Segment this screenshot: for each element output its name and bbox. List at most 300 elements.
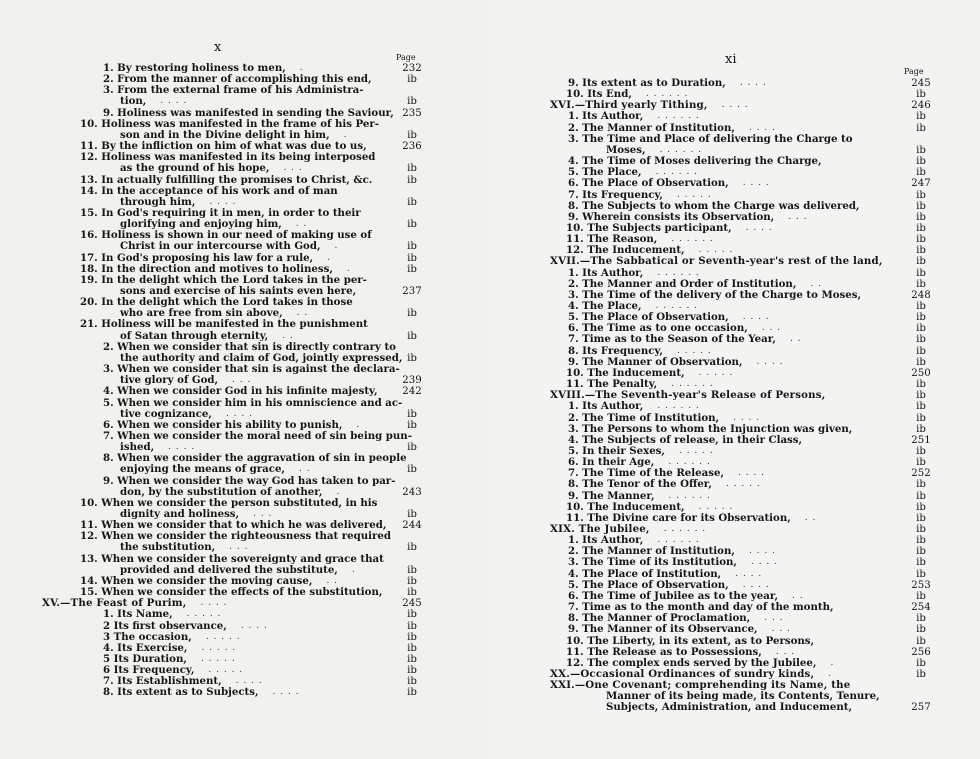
entry-text: of Satan through eternity, bbox=[120, 329, 269, 342]
section-heading bbox=[490, 100, 980, 111]
page-reference: ib bbox=[407, 241, 417, 253]
entry-text: the authority and claim of God, jointly expressed, bbox=[120, 351, 403, 364]
page-reference: ib bbox=[407, 330, 417, 342]
page-reference: ib bbox=[916, 501, 926, 513]
entry-text: Subjects, Administration, and Inducement, bbox=[606, 701, 853, 714]
contents-entry bbox=[490, 647, 980, 658]
page-reference: ib bbox=[916, 613, 926, 625]
page-reference: ib bbox=[407, 219, 417, 231]
leader-dots: . . . . . bbox=[725, 479, 761, 490]
entry-text: 21. Holiness will be manifested in the punishment bbox=[80, 318, 368, 331]
entry-text: XV.—The Feast of Purim, bbox=[42, 597, 187, 610]
leader-dots: . bbox=[336, 486, 341, 497]
entry-text: 4. Its Exercise, bbox=[103, 641, 188, 654]
page-reference: 236 bbox=[402, 141, 422, 153]
page-reference: ib bbox=[916, 245, 926, 257]
leader-dots: . . . . bbox=[742, 312, 770, 323]
entry-text: son and in the Divine delight in him, bbox=[120, 128, 330, 141]
section-heading bbox=[490, 390, 980, 401]
page-reference: ib bbox=[916, 111, 926, 123]
entry-text: 9. The Manner, bbox=[568, 489, 655, 502]
contents-entry bbox=[0, 643, 490, 654]
page-reference: ib bbox=[916, 568, 926, 580]
entry-text: 5. When we consider him in his omniscience and ac- bbox=[103, 396, 403, 409]
entry-text: 1. Its Author, bbox=[568, 400, 644, 413]
leader-dots: . . . . . bbox=[678, 445, 714, 456]
page-reference: 254 bbox=[911, 602, 931, 614]
contents-entry bbox=[490, 702, 980, 713]
leader-dots: . . . . . . bbox=[657, 267, 700, 278]
contents-entry bbox=[0, 85, 490, 96]
page-reference: ib bbox=[916, 156, 926, 168]
contents-entry bbox=[0, 96, 490, 107]
leader-dots: . . . . bbox=[756, 356, 784, 367]
contents-entry bbox=[0, 163, 490, 174]
page-column-label: Page bbox=[396, 53, 416, 62]
page-reference: ib bbox=[916, 479, 926, 491]
entry-text: 7. The Time of the Release, bbox=[568, 467, 724, 480]
page-reference: ib bbox=[916, 312, 926, 324]
page-reference: ib bbox=[916, 512, 926, 524]
contents-entry bbox=[490, 424, 980, 435]
page-reference: 235 bbox=[402, 107, 422, 119]
entry-text: 3. The Time and Place of delivering the Charge to bbox=[568, 132, 853, 145]
entry-text: 16. Holiness is shown in our need of making use of bbox=[80, 229, 372, 242]
contents-entry bbox=[490, 301, 980, 312]
entry-text: 4. The Subjects of release, in their Class, bbox=[568, 433, 803, 446]
leader-dots: . . . . . . bbox=[657, 111, 700, 122]
page-number: x bbox=[214, 40, 222, 55]
page-reference: 250 bbox=[911, 367, 931, 379]
contents-entry bbox=[0, 665, 490, 676]
entry-text: 5 Its Duration, bbox=[103, 652, 187, 665]
page-reference: 237 bbox=[402, 286, 422, 297]
leader-dots: . . . . bbox=[209, 196, 237, 207]
leader-dots: . . . . bbox=[745, 222, 773, 233]
section-heading bbox=[0, 598, 490, 609]
page-reference: ib bbox=[916, 657, 926, 669]
page-reference: ib bbox=[407, 620, 417, 632]
page-reference: ib bbox=[407, 542, 417, 554]
contents-entry bbox=[0, 253, 490, 264]
leader-dots: . . . . bbox=[739, 78, 767, 88]
contents-entry bbox=[490, 435, 980, 446]
leader-dots: . . bbox=[296, 308, 309, 319]
entry-text: 20. In the delight which the Lord takes in those bbox=[80, 296, 353, 309]
page-reference: ib bbox=[916, 122, 926, 134]
leader-dots: . . . . bbox=[748, 546, 776, 557]
page-reference: 245 bbox=[911, 78, 931, 89]
entry-text: dignity and holiness, bbox=[120, 508, 240, 520]
page-reference: ib bbox=[916, 189, 926, 201]
leader-dots: . . . . bbox=[738, 468, 766, 479]
entry-text: 7. Its Establishment, bbox=[103, 675, 222, 688]
contents-entry bbox=[490, 290, 980, 301]
entry-text: 10. Holiness was manifested in the frame of his Per- bbox=[80, 117, 379, 130]
page-reference: 239 bbox=[402, 375, 422, 387]
leader-dots: . . bbox=[789, 334, 802, 345]
entry-text: XIX. The Jubilee, bbox=[550, 523, 650, 535]
entry-text: XVII.—The Sabbatical or Seventh-year's rest of the land, bbox=[550, 255, 883, 268]
page-reference: ib bbox=[916, 524, 926, 535]
contents-entry bbox=[490, 468, 980, 479]
entry-text: tive cognizance, bbox=[120, 407, 212, 420]
entry-text: 7. Time as to the Season of the Year, bbox=[568, 333, 776, 346]
entry-text: 1. Its Author, bbox=[568, 110, 644, 123]
leader-dots: . . bbox=[282, 330, 294, 341]
leader-dots: . . bbox=[804, 512, 817, 523]
entry-text: 5. The Place of Observation, bbox=[568, 578, 729, 591]
contents-entry bbox=[490, 212, 980, 223]
entry-text: 10. Its End, bbox=[566, 88, 632, 101]
contents-entry bbox=[0, 331, 490, 342]
page-reference: ib bbox=[407, 665, 417, 677]
contents-entry bbox=[0, 498, 490, 509]
leader-dots: . . . . bbox=[750, 557, 778, 568]
contents-entry bbox=[0, 364, 490, 375]
leader-dots: . . . . bbox=[735, 568, 763, 579]
leader-dots: . . . . . bbox=[186, 609, 222, 620]
entry-text: 11. The Reason, bbox=[566, 233, 658, 246]
entry-text: 9. Holiness was manifested in sending the Saviour, bbox=[103, 106, 394, 119]
section-heading bbox=[490, 256, 980, 267]
contents-entry bbox=[490, 413, 980, 424]
page-reference: ib bbox=[407, 464, 417, 476]
entry-text: 15. When we consider the effects of the substitution, bbox=[80, 586, 383, 599]
contents-entry bbox=[490, 178, 980, 189]
page-reference: ib bbox=[916, 234, 926, 246]
leader-dots: . . . bbox=[761, 323, 782, 334]
entry-text: XVIII.—The Seventh-year's Release of Persons, bbox=[550, 389, 826, 402]
entry-text: 11. The Penalty, bbox=[566, 378, 658, 391]
page-reference: 246 bbox=[911, 100, 931, 112]
page-reference: ib bbox=[407, 564, 417, 576]
page-reference: ib bbox=[407, 442, 417, 454]
leader-dots: . . . . . . bbox=[645, 89, 689, 100]
page-reference: ib bbox=[916, 401, 926, 413]
leader-dots: . . . . . . bbox=[657, 535, 700, 546]
leader-dots: . . . . . bbox=[698, 245, 734, 256]
page-reference: ib bbox=[407, 676, 417, 688]
contents-entry bbox=[0, 319, 490, 330]
entry-text: 2. The Manner of Institution, bbox=[568, 121, 735, 134]
page-reference: 252 bbox=[911, 468, 931, 480]
entry-text: 6. When we consider his ability to punish, bbox=[103, 418, 343, 431]
entry-text: 6. The Time of Jubilee as to the year, bbox=[568, 589, 779, 602]
contents-entry bbox=[0, 687, 490, 698]
entry-text: 10. The Liberty, in its extent, as to Persons, bbox=[566, 634, 815, 647]
leader-dots: . . . . bbox=[742, 178, 770, 189]
entry-text: 8. The Manner of Proclamation, bbox=[568, 612, 751, 625]
page-reference: ib bbox=[916, 390, 926, 402]
leader-dots: . . . . bbox=[168, 442, 196, 453]
contents-entry bbox=[0, 476, 490, 487]
page-reference: 245 bbox=[402, 598, 422, 610]
entry-text: 10. The Inducement, bbox=[566, 500, 685, 513]
page-reference: ib bbox=[916, 200, 926, 212]
contents-entry bbox=[490, 636, 980, 647]
contents-entry bbox=[490, 134, 980, 145]
entry-text: 11. The Release as to Possessions, bbox=[566, 645, 762, 658]
contents-entry bbox=[490, 190, 980, 201]
entry-text: 5. In their Sexes, bbox=[568, 444, 665, 457]
contents-entry bbox=[0, 464, 490, 475]
contents-entry bbox=[0, 431, 490, 442]
leader-dots: . . . . . . bbox=[663, 524, 707, 534]
entry-text: 19. In the delight which the Lord takes in the per- bbox=[80, 273, 367, 286]
entry-text: 4. The Time of Moses delivering the Charge, bbox=[568, 155, 822, 168]
page-reference: ib bbox=[916, 624, 926, 636]
leader-dots: . . . . bbox=[225, 408, 253, 419]
leader-dots: . . . . . bbox=[200, 653, 236, 664]
entry-text: 3. The Time of its Institution, bbox=[568, 556, 737, 569]
entry-text: 3. The Persons to whom the Injunction was given, bbox=[568, 422, 853, 435]
contents-entry bbox=[490, 479, 980, 490]
leader-dots: . . . bbox=[771, 624, 791, 635]
contents-entry bbox=[0, 386, 490, 397]
leader-dots: . . . . . . bbox=[671, 234, 714, 245]
contents-entry bbox=[490, 167, 980, 178]
leader-dots: . . . . . bbox=[201, 642, 237, 653]
leader-dots: . . . . . bbox=[698, 501, 734, 512]
contents-entry bbox=[490, 346, 980, 357]
leader-dots: . . . . bbox=[272, 687, 300, 698]
leader-dots: . bbox=[351, 564, 356, 575]
leader-dots: . . . . . . bbox=[655, 167, 699, 178]
contents-entry bbox=[490, 557, 980, 568]
entry-text: 8. The Tenor of the Offer, bbox=[568, 478, 712, 491]
page-reference: 248 bbox=[911, 289, 931, 301]
leader-dots: . . . bbox=[232, 375, 252, 386]
leader-dots: . . bbox=[810, 278, 822, 289]
entry-text: 4. The Place of Institution, bbox=[568, 567, 722, 580]
page-reference: ib bbox=[407, 308, 417, 320]
entry-text: 12. The complex ends served by the Jubilee, bbox=[566, 656, 817, 669]
contents-entry bbox=[490, 569, 980, 580]
page-reference: ib bbox=[407, 174, 417, 186]
page-reference: ib bbox=[407, 653, 417, 665]
entry-text: the substitution, bbox=[120, 541, 216, 554]
entry-text: 3. The Time of the delivery of the Charge to Moses, bbox=[568, 288, 862, 301]
entry-text: 6. In their Age, bbox=[568, 456, 655, 469]
contents-list bbox=[490, 0, 980, 759]
leader-dots: . . . . . . bbox=[659, 144, 703, 155]
contents-entry bbox=[0, 241, 490, 252]
page-reference: ib bbox=[916, 222, 926, 234]
page-reference: 232 bbox=[402, 63, 422, 74]
entry-text: Christ in our intercourse with God, bbox=[120, 240, 321, 253]
leader-dots: . . . bbox=[775, 646, 796, 657]
page-reference: 256 bbox=[911, 646, 931, 658]
entry-text: XVI.—Third yearly Tithing, bbox=[550, 99, 708, 112]
contents-entry bbox=[490, 156, 980, 167]
entry-text: provided and delivered the substitute, bbox=[120, 563, 338, 576]
page-reference: ib bbox=[407, 96, 417, 108]
leader-dots: . . bbox=[792, 590, 804, 601]
page-reference: 251 bbox=[911, 434, 931, 446]
entry-text: 2. The Time of Institution, bbox=[568, 411, 720, 424]
page-reference: ib bbox=[916, 167, 926, 179]
entry-text: through him, bbox=[120, 195, 196, 208]
entry-text: 13. When we consider the sovereignty and grace that bbox=[80, 552, 384, 565]
entry-text: 13. In actually fulfilling the promises to Christ, &c. bbox=[80, 173, 373, 186]
entry-text: 1. Its Author, bbox=[568, 266, 644, 279]
contents-entry bbox=[0, 531, 490, 542]
page-reference: ib bbox=[407, 252, 417, 264]
entry-text: 17. In God's proposing his law for a rule, bbox=[80, 251, 314, 264]
entry-text: tive glory of God, bbox=[120, 374, 219, 387]
page-reference: ib bbox=[407, 687, 417, 699]
contents-entry bbox=[490, 123, 980, 134]
contents-entry bbox=[490, 111, 980, 122]
entry-text: 7. Time as to the month and day of the month, bbox=[568, 601, 834, 614]
contents-entry bbox=[0, 409, 490, 420]
entry-text: 12. The Inducement, bbox=[566, 244, 685, 257]
leader-dots: . . . . bbox=[235, 676, 263, 687]
contents-entry bbox=[0, 632, 490, 643]
entry-text: 8. When we consider the aggravation of sin in people bbox=[103, 452, 407, 465]
entry-text: 3. When we consider that sin is against the declara- bbox=[103, 363, 400, 376]
contents-entry bbox=[490, 234, 980, 245]
entry-text: sons and exercise of his saints even here, bbox=[120, 285, 357, 297]
leader-dots: . bbox=[346, 263, 351, 274]
entry-text: 3 The occasion, bbox=[103, 630, 192, 643]
page-reference: 242 bbox=[402, 386, 422, 398]
entry-text: 2. When we consider that sin is directly contrary to bbox=[103, 340, 396, 353]
entry-text: 6. The Time as to one occasion, bbox=[568, 322, 748, 335]
page-reference: ib bbox=[407, 419, 417, 431]
entry-text: Manner of its being made, its Contents, Tenure, bbox=[606, 690, 880, 703]
entry-text: 10. The Inducement, bbox=[566, 366, 685, 379]
page-reference: ib bbox=[916, 334, 926, 346]
contents-entry bbox=[0, 609, 490, 620]
page-reference: ib bbox=[916, 557, 926, 569]
page-reference: ib bbox=[407, 575, 417, 587]
contents-entry bbox=[490, 535, 980, 546]
right-page bbox=[490, 0, 980, 759]
entry-text: 4. The Place, bbox=[568, 300, 642, 312]
leader-dots: . . . bbox=[229, 542, 249, 553]
contents-entry bbox=[0, 654, 490, 665]
leader-dots: . . . bbox=[283, 163, 303, 174]
entry-text: who are free from sin above, bbox=[120, 307, 283, 320]
entry-text: 1. By restoring holiness to men, bbox=[103, 62, 286, 74]
entry-text: 15. In God's requiring it in men, in order to their bbox=[80, 206, 361, 219]
section-heading bbox=[490, 524, 980, 535]
entry-text: 1. Its Name, bbox=[103, 608, 173, 621]
page-reference: ib bbox=[916, 668, 926, 680]
leader-dots: . . . . . . bbox=[657, 401, 700, 412]
entry-text: 2 Its first observance, bbox=[103, 619, 227, 632]
entry-text: 2. From the manner of accomplishing this end, bbox=[103, 73, 372, 86]
page-reference: ib bbox=[916, 423, 926, 435]
contents-entry bbox=[0, 186, 490, 197]
page-reference: ib bbox=[407, 163, 417, 175]
page-reference: ib bbox=[916, 445, 926, 457]
page-number: xi bbox=[725, 52, 737, 67]
page-reference: ib bbox=[916, 89, 926, 101]
page-reference: ib bbox=[916, 457, 926, 469]
contents-entry bbox=[490, 457, 980, 468]
entry-text: as the ground of his hope, bbox=[120, 162, 270, 175]
contents-entry bbox=[0, 621, 490, 632]
contents-entry bbox=[0, 554, 490, 565]
leader-dots: . bbox=[356, 419, 361, 430]
page-reference: ib bbox=[916, 323, 926, 335]
leader-dots: . bbox=[828, 668, 833, 679]
entry-text: 11. When we consider that to which he was delivered, bbox=[80, 519, 387, 532]
entry-text: Moses, bbox=[606, 143, 646, 156]
page-reference: ib bbox=[916, 412, 926, 424]
page-reference: ib bbox=[916, 379, 926, 391]
entry-text: 9. The Manner of its Observance, bbox=[568, 623, 758, 636]
entry-text: 9. Its extent as to Duration, bbox=[568, 77, 726, 89]
leader-dots: . . . bbox=[253, 509, 273, 519]
entry-text: 12. Holiness was manifested in its being interposed bbox=[80, 151, 376, 164]
entry-text: 9. The Manner of Observation, bbox=[568, 355, 743, 368]
leader-dots: . . . . bbox=[733, 412, 761, 423]
entry-text: 9. Wherein consists its Observation, bbox=[568, 210, 775, 223]
entry-text: 5. The Place of Observation, bbox=[568, 311, 729, 324]
entry-text: 8. Its Frequency, bbox=[568, 344, 663, 357]
leader-dots: . . . . . bbox=[205, 631, 241, 642]
page-reference: ib bbox=[916, 267, 926, 279]
entry-text: XX.—Occasional Ordinances of sundry kinds, bbox=[550, 667, 815, 680]
leader-dots: . . . . . bbox=[698, 367, 734, 378]
entry-text: 1. Its Author, bbox=[568, 534, 644, 547]
leader-dots: . . . . . bbox=[208, 665, 244, 676]
leader-dots: . . . bbox=[764, 613, 784, 624]
page-reference: ib bbox=[916, 211, 926, 223]
page-reference: 244 bbox=[402, 520, 422, 532]
page-reference: 247 bbox=[911, 178, 931, 190]
leader-dots: . . . . bbox=[200, 598, 228, 609]
page-reference: ib bbox=[407, 196, 417, 208]
page-reference: ib bbox=[407, 352, 417, 364]
page-reference: ib bbox=[407, 129, 417, 141]
entry-text: 2. The Manner of Institution, bbox=[568, 545, 735, 558]
leader-dots: . . . . . . bbox=[668, 457, 711, 468]
page-reference: ib bbox=[407, 263, 417, 275]
entry-text: 8. Its extent as to Subjects, bbox=[103, 686, 259, 699]
leader-dots: . . . . . bbox=[676, 189, 712, 200]
leader-dots: . . . . bbox=[160, 96, 188, 107]
page-reference: ib bbox=[407, 509, 417, 520]
leader-dots: . . . bbox=[788, 211, 808, 222]
page-reference: 253 bbox=[911, 579, 931, 591]
page-reference: ib bbox=[916, 301, 926, 312]
entry-text: glorifying and enjoying him, bbox=[120, 218, 282, 231]
entry-text: ished, bbox=[120, 441, 155, 454]
page-reference: ib bbox=[916, 490, 926, 502]
page-reference: ib bbox=[407, 74, 417, 86]
entry-text: don, by the substitution of another, bbox=[120, 485, 323, 498]
page-reference: ib bbox=[916, 256, 926, 268]
entry-text: 11. By the infliction on him of what was due to us, bbox=[80, 140, 367, 153]
page-reference: ib bbox=[407, 631, 417, 643]
entry-text: 3. From the external frame of his Administra- bbox=[103, 84, 364, 97]
entry-text: 4. When we consider God in his infinite majesty, bbox=[103, 385, 378, 398]
page-reference: ib bbox=[407, 642, 417, 654]
page-column-label: Page bbox=[904, 67, 924, 76]
leader-dots: . . . . bbox=[748, 122, 776, 133]
page-reference: ib bbox=[407, 609, 417, 621]
entry-text: 10. When we consider the person substituted, in his bbox=[80, 496, 378, 509]
contents-entry bbox=[490, 334, 980, 345]
contents-entry bbox=[490, 223, 980, 234]
entry-text: 7. Its Frequency, bbox=[568, 188, 663, 201]
page-reference: ib bbox=[407, 408, 417, 420]
